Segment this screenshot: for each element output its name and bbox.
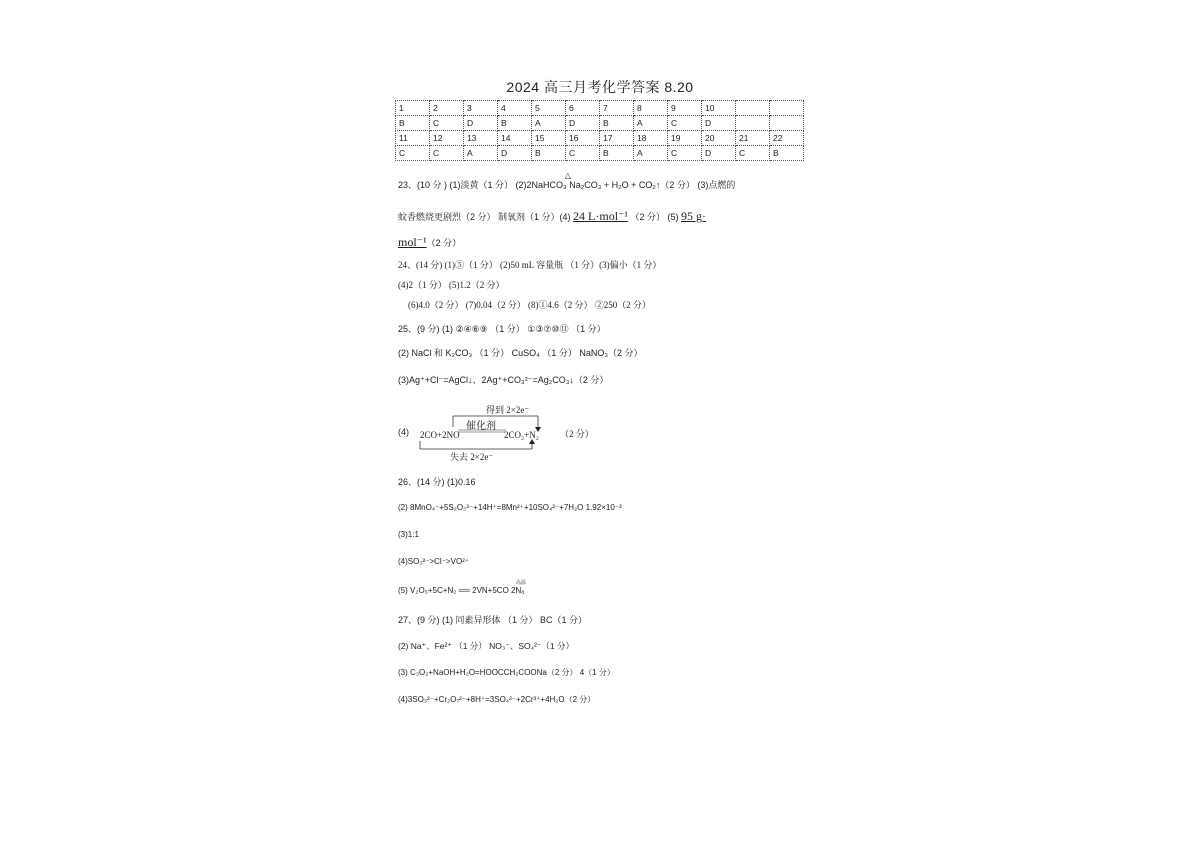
lose-electrons-label: 失去 2×2e⁻ [450, 452, 494, 462]
answer-cell: A [634, 116, 668, 131]
q26-line2: (2) 8MnO₄⁻+5S₂O₃²⁻+14H⁺=8Mn²⁺+10SO₄²⁻+7H₂O 1.92×10⁻³ [398, 503, 622, 512]
delta-symbol: △ [564, 171, 571, 180]
answer-cell: 17 [600, 131, 634, 146]
q23-answer-5: 95 g· [681, 209, 707, 223]
q23-answer-5-unit: mol⁻¹ [398, 235, 427, 249]
answer-cell: B [396, 116, 430, 131]
answer-cell: D [566, 116, 600, 131]
answer-cell: 18 [634, 131, 668, 146]
answer-table-row [396, 116, 804, 131]
answer-cell: A [532, 116, 566, 131]
answer-cell: 3 [464, 101, 498, 116]
answer-cell: 9 [668, 101, 702, 116]
answer-cell: C [430, 116, 464, 131]
answer-cell: 8 [634, 101, 668, 116]
answer-table-row [396, 101, 804, 116]
high-temp-condition: 高温 [516, 580, 527, 586]
q27-line1: 27、(9 分) (1) 同素异形体 （1 分） BC（1 分） [398, 615, 588, 625]
q27-line3: (3) C₃O₂+NaOH+H₂O=HOOCCH₂COONa（2 分） 4（1 分） [398, 668, 615, 677]
answer-table [395, 100, 804, 161]
answer-cell: B [532, 146, 566, 161]
answer-cell: 22 [770, 131, 804, 146]
q23-line2 [398, 209, 706, 224]
q26-line5 [398, 580, 527, 595]
q23-line2-b: （2 分） (5) [630, 212, 679, 222]
answer-cell: 20 [702, 131, 736, 146]
q25-line3: (3)Ag⁺+Cl⁻=AgCl↓、2Ag⁺+CO₃²⁻=Ag₂CO₃↓（2 分） [398, 375, 609, 385]
q26-line5-text: (5) V₂O₅+5C+N₂ ══ 2VN+5CO 2Nₐ [398, 586, 525, 595]
q23-line1-a: 23、(10 分 ) (1)淡黄（1 分） (2)2NaHCO₃ [398, 180, 567, 190]
answer-cell [736, 116, 770, 131]
answer-cell: 10 [702, 101, 736, 116]
answer-cell: 1 [396, 101, 430, 116]
answer-cell [736, 101, 770, 116]
products: 2CO₂+N₂ [504, 430, 539, 440]
answer-cell: C [566, 146, 600, 161]
q23-line3 [398, 235, 461, 250]
q25-line2: (2) NaCl 和 K₂CO₃ （1 分） CuSO₄ （1 分） NaNO₃（2 分） [398, 348, 643, 358]
answer-cell: D [702, 146, 736, 161]
q23-line3-b: （2 分） [426, 238, 462, 248]
q24-line1: 24、(14 分) (1)⑤（1 分） (2)50 mL 容量瓶 （1 分）(3)偏小（1 分） [398, 260, 662, 270]
q27-line4: (4)3SO₃²⁻+Cr₂O₇²⁻+8H⁺=3SO₄²⁻+2Cr³⁺+4H₂O（2 分） [398, 695, 596, 704]
q25-line1: 25、(9 分) (1) ②④⑥⑨ （1 分） ①③⑦⑩⑪ （1 分） [398, 324, 606, 334]
answer-cell: D [702, 116, 736, 131]
answer-cell: 14 [498, 131, 532, 146]
answer-cell: 2 [430, 101, 464, 116]
q25-line4-score: （2 分） [560, 429, 594, 439]
answer-cell: 13 [464, 131, 498, 146]
answer-cell: 5 [532, 101, 566, 116]
gain-electrons-label: 得到 2×2e⁻ [486, 405, 530, 415]
q23-line1 [398, 171, 736, 191]
answer-cell: C [668, 146, 702, 161]
answer-cell: 4 [498, 101, 532, 116]
q23-line1-b: Na₂CO₃ + H₂O + CO₂↑（2 分） (3)点燃的 [569, 180, 736, 190]
q23-line2-a: 蚊香燃烧更剧烈（2 分） 制氧剂（1 分）(4) [398, 212, 571, 222]
answer-cell [770, 116, 804, 131]
answer-cell: A [634, 146, 668, 161]
answer-cell: C [668, 116, 702, 131]
q26-line4: (4)SO₃²⁻>Cl⁻>VO²⁺ [398, 557, 470, 566]
q26-line3: (3)1:1 [398, 530, 419, 539]
q26-line1: 26、(14 分) (1)0.16 [398, 477, 476, 487]
answer-cell: B [770, 146, 804, 161]
answer-cell [770, 101, 804, 116]
answer-cell: B [600, 116, 634, 131]
answer-cell: 12 [430, 131, 464, 146]
reactants: 2CO+2NO [420, 430, 460, 440]
answer-cell: C [396, 146, 430, 161]
answer-table-row [396, 131, 804, 146]
answer-cell: A [464, 146, 498, 161]
catalyst-label: 催化剂 [466, 421, 496, 432]
q24-line2: (4)2（1 分） (5)1.2（2 分） [398, 280, 505, 290]
q23-answer-4: 24 L·mol⁻¹ [573, 209, 628, 223]
q24-line3: (6)4.0（2 分） (7)0.04（2 分） (8)①4.6（2 分） ②250（2 分） [408, 300, 651, 310]
answer-cell: 15 [532, 131, 566, 146]
answer-cell: D [464, 116, 498, 131]
answer-cell: B [498, 116, 532, 131]
page-title: 2024 高三月考化学答案 8.20 [506, 79, 694, 95]
electron-transfer-diagram [398, 400, 628, 462]
answer-cell: 6 [566, 101, 600, 116]
answer-cell: 11 [396, 131, 430, 146]
answer-cell: 16 [566, 131, 600, 146]
answer-cell: C [430, 146, 464, 161]
answer-cell: 21 [736, 131, 770, 146]
answer-cell: C [736, 146, 770, 161]
answer-cell: B [600, 146, 634, 161]
answer-table-row [396, 146, 804, 161]
answer-cell: 7 [600, 101, 634, 116]
q25-line4-label: (4) [398, 427, 409, 437]
answer-cell: D [498, 146, 532, 161]
answer-cell: 19 [668, 131, 702, 146]
q27-line2: (2) Na⁺、Fe²⁺ （1 分） NO₃⁻、SO₄²⁻（1 分） [398, 641, 575, 651]
